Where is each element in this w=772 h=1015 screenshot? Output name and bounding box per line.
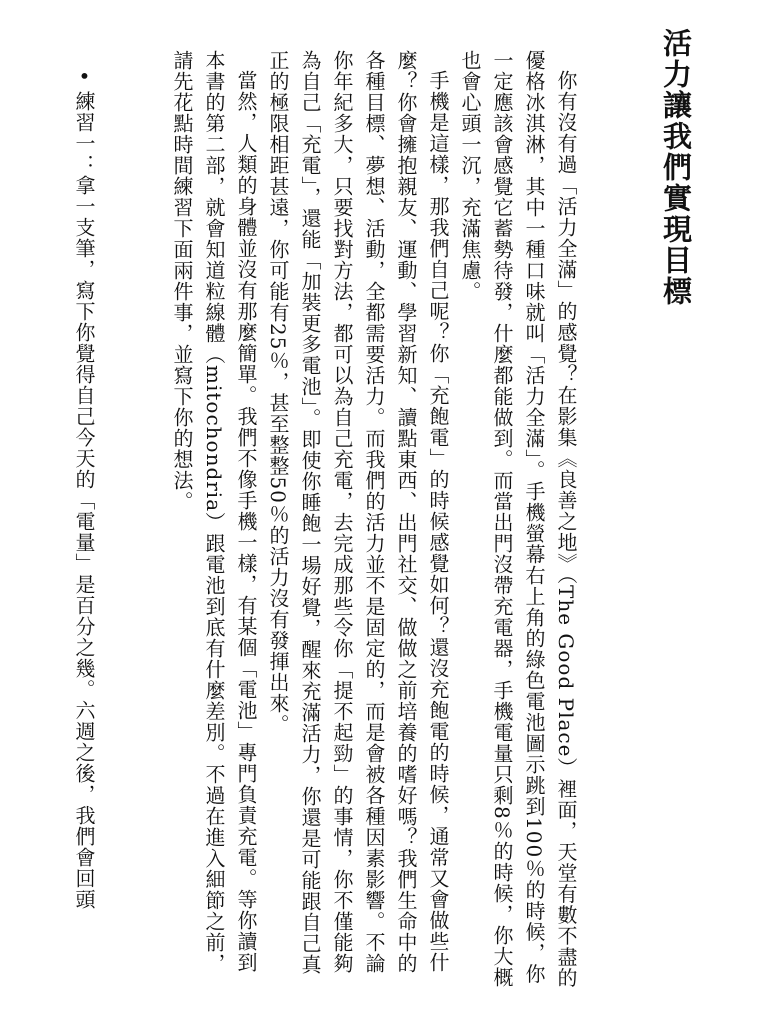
bullet-icon: • <box>72 70 96 83</box>
page-title: 活力讓我們實現目標 <box>659 28 693 307</box>
paragraph: 你有沒有過「活力全滿」的感覺？在影集《良善之地》（The Good Place）裡面，天堂有數不盡的優格冰淇淋，其中一種口味就叫「活力全滿」。手機螢幕右上角的綠色電池圖示跳到100％的時候，你一定應該會感覺它蓄勢待發，什麼都能做到。而當出門沒帶充電器，手機電量只剩8％的時候，你大概也會心頭一沉，充滿焦慮。 <box>458 50 578 989</box>
exercise-text: 練習一：拿一支筆，寫下你覺得自己今天的「電量」是百分之幾。六週之後，我們會回頭 <box>72 90 96 910</box>
paragraph: 手機是這樣，那我們自己呢？你「充飽電」的時候感覺如何？還沒充飽電的時候，通常又會做些什麼？你會擁抱親友、運動、學習新知、讀點東西、出門社交、做做之前培養的嗜好嗎？我們生命中的各種目標、夢想、活動，全都需要活力。而我們的活力並不是固定的，而是會被各種因素影響。不論你年紀多大，只要找對方法，都可以為自己充電，去完成那些令你「提不起勁」的事情，你不僅能夠為自己「充電」，還能「加裝更多電池」。即使你睡飽一場好覺，醒來充滿活力，你還是可能跟自己真正的極限相距甚遠，你可能有25％，甚至整整50％的活力沒有發揮出來。 <box>266 50 450 975</box>
exercise-bullet <box>68 70 100 910</box>
body-text <box>82 50 582 990</box>
paragraph: 當然，人類的身體並沒有那麼簡單。我們不像手機一樣，有某個「電池」專門負責充電。等你讀到本書的第二部，就會知道粒線體（mitochondria）跟電池到底有什麼差別。不過在進入細節之前，請先花點時間練習下面兩件事，並寫下你的想法。 <box>170 50 258 975</box>
